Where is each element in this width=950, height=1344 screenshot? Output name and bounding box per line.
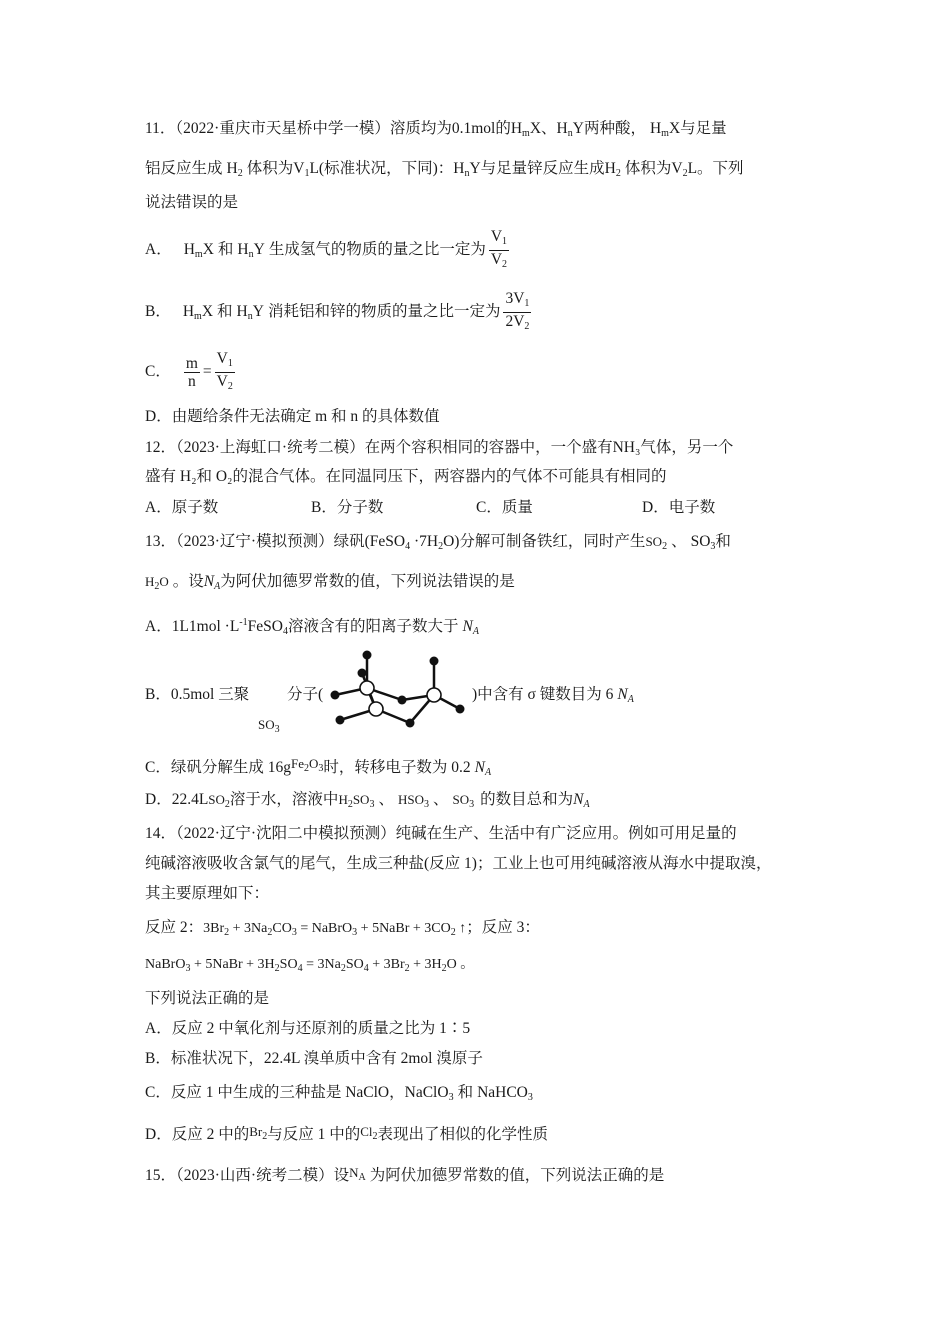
symbol-na: $N_A$ [474, 759, 492, 778]
symbol-na: $N_A$ [462, 618, 479, 637]
formula-hmx-2: $H_mX$ [649, 120, 681, 139]
q12-line1: 12．（2023·上海虹口·统考二模）在两个容积相同的容器中，一个盛有NH₃气体，另一个 [145, 439, 734, 456]
q11-text: 体积为 [624, 160, 672, 177]
q14-line3: 其主要原理如下： [145, 885, 270, 902]
formula-v2l: $V_2L$ [671, 160, 698, 179]
symbol-na: $N_A$ [203, 573, 221, 592]
option-text: 溶液含有的阳离子数大于 [287, 618, 459, 635]
equals-sign: = [202, 363, 212, 381]
formula-fe2o3: Fe2O3 [290, 756, 324, 774]
symbol-na: $N_A$ [617, 686, 634, 705]
option-text: D．22.4L [145, 791, 209, 808]
superscript: -1 [239, 617, 248, 628]
formula-hny: $H_nY$ [556, 120, 584, 139]
q13-text: 。设 [172, 573, 204, 590]
q13-line2 [145, 571, 515, 598]
option-text: 消耗铝和锌的物质的量之比一定为 [267, 303, 501, 321]
separator: 、 [378, 791, 394, 808]
formula-v1l: $V_1L$ [293, 160, 319, 179]
option-label: B． [145, 303, 171, 321]
formula-hmx-3: $H_mX$ [183, 241, 214, 261]
symbol-na: $N_A$ [573, 791, 590, 810]
q15-line1 [145, 1162, 664, 1189]
q11-text: (标准状况，下同)： [318, 160, 454, 177]
q11-option-c [145, 350, 238, 395]
formula-h2o: $H_2O$ [145, 574, 169, 592]
formula-hmx: $H_mX$ [510, 120, 542, 139]
formula-h2so3: $H_2SO_3$ [338, 792, 375, 810]
q12-option-d: D．电子数 [642, 499, 716, 516]
q11-line1 [145, 118, 727, 145]
formula-cl2: $Cl_2$ [360, 1124, 378, 1142]
separator: 、 [541, 120, 557, 137]
q13-text: 为阿伏加德罗常数的值，下列说法错误的是 [220, 573, 515, 590]
equation-reaction-2: $3Br_2 + 3Na_2CO_3$ = NaBrO$_3$ + 5NaBr + $3CO_2$ ↑ [203, 921, 467, 938]
q11-text: 铝反应生成 [145, 160, 223, 177]
option-text: D．反应 2 中的 [145, 1126, 250, 1143]
formula-nahco3: NaHCO$_3$ [477, 1084, 533, 1103]
q14-reaction-2 [145, 917, 540, 944]
q13-option-a [145, 612, 479, 643]
q14-reaction-3 [145, 954, 474, 980]
q11-option-d: D．由题给条件无法确定 m 和 n 的具体数值 [145, 408, 440, 425]
q12-option-c: C．质量 [476, 499, 533, 516]
option-text: C．绿矾分解生成 16g [145, 759, 291, 776]
q13-option-b-label: B．0.5mol 三聚 [145, 686, 250, 703]
q12-option-a: A．原子数 [145, 499, 219, 516]
q13-option-b-mid: 分子( [287, 686, 324, 703]
q14-option-c [145, 1082, 533, 1109]
q14-line1: 14．（2022·辽宁·沈阳二中模拟预测）纯碱在生产、生活中有广泛应用。例如可用足量的 [145, 825, 737, 842]
option-text: )中含有 σ 键数目为 6 [472, 686, 614, 703]
q14-line6: 下列说法正确的是 [145, 990, 270, 1007]
q15-stem-text: 15．（2023·山西·统考二模）设 [145, 1167, 350, 1184]
q14-option-b: B．标准状况下，22.4L 溴单质中含有 2mol 溴原子 [145, 1050, 483, 1067]
separator: 、 [671, 533, 687, 550]
so3-trimer-structure-figure [320, 645, 470, 735]
q14-option-d [145, 1121, 548, 1148]
formula-naclo3: NaClO$_3$ [404, 1084, 454, 1103]
formula-so2-d: $SO_2$ [208, 792, 230, 810]
separator: 、 [432, 791, 449, 808]
q13-text: )分解可制备铁红，同时产生 [454, 533, 646, 550]
q11-option-b [145, 290, 534, 337]
option-text: 和 [217, 303, 233, 321]
q13-stem-text: 13．（2023·辽宁·模拟预测）绿矾( [145, 533, 370, 550]
q11-stem-text: 11．（2022·重庆市天星桥中学一模）溶质均为0.1mol的 [145, 120, 511, 137]
q12-line2: 盛有 H₂和 O₂的混合气体。在同温同压下，两容器内的气体不可能具有相同的 [145, 468, 667, 485]
q12-option-b: B．分子数 [311, 499, 384, 516]
option-text: 溶于水，溶液中 [229, 791, 339, 808]
formula-hmx-4: $H_mX$ [182, 303, 214, 323]
formula-hny-3: $H_nY$ [237, 241, 265, 261]
option-text: 生成氢气的物质的量之比一定为 [268, 241, 486, 259]
symbol-na-upright: $N_A$ [349, 1165, 366, 1183]
option-text: 和 [457, 1084, 474, 1101]
formula-hso3-ion: $HSO_3$ [397, 792, 429, 810]
formula-hny-4: $H_nY$ [236, 303, 264, 323]
q13-line1 [145, 531, 731, 558]
option-text: 的数目总和为 [480, 791, 574, 808]
formula-br2: $Br_2$ [249, 1124, 268, 1142]
bonds [335, 655, 460, 723]
formula-feso4-7h2o: FeSO$_4$ $\cdot 7H_2O$ [369, 533, 455, 552]
q11-text: 两种酸， [583, 120, 646, 137]
option-label: A． [145, 241, 172, 259]
option-text: 时，转移电子数为 0.2 [323, 759, 471, 776]
formula-so3-trimer: $SO_3$ [258, 717, 280, 735]
equation-reaction-3: NaBrO$_3$ + 5NaBr + $3H_2SO_4 = 3Na_2SO_4 + 3Br_2 + 3H_2O$ 。 [145, 957, 475, 974]
reaction-label: 反应 2： [145, 919, 204, 936]
fraction-v1-v2-c: $\frac{V_1}{V_2}$ [216, 350, 233, 392]
formula-h2-2: $H_2$ [604, 160, 621, 179]
formula-feso4: FeSO$_4$ [247, 618, 288, 637]
q11-text: 与足量 [680, 120, 727, 137]
q11-text: 体积为 [246, 160, 294, 177]
q15-text: 为阿伏加德罗常数的值，下列说法正确的是 [369, 1167, 665, 1184]
option-text: 和 [217, 241, 234, 259]
fraction-3v1-2v2: $\frac{3V_1}{2V_2}$ [505, 290, 530, 332]
q11-option-a [145, 228, 512, 275]
option-label: A． [145, 618, 172, 635]
q11-text: 。下列 [697, 160, 744, 177]
q13-option-c [145, 753, 491, 784]
q13-option-b-text [472, 684, 634, 711]
formula-so3: $SO_3$ [690, 533, 716, 552]
concentration: 1L1mol ·L [171, 618, 240, 635]
option-text: 与反应 1 中的 [267, 1126, 361, 1143]
formula-so2: $SO_2$ [645, 534, 668, 552]
formula-hny-2: $H_nY$ [453, 160, 481, 179]
q11-line2 [145, 158, 744, 185]
q13-text: 和 [715, 533, 731, 550]
fraction-v1-v2: $\frac{V_1}{V_2}$ [490, 228, 508, 270]
reaction-text: ；反应 3： [466, 919, 540, 936]
option-text: 表现出了相似的化学性质 [377, 1126, 549, 1143]
fraction-m-n: $\frac{m}{n}$ [185, 355, 198, 390]
formula-h2: $H_2$ [226, 160, 243, 179]
option-label: C． [145, 363, 171, 381]
q13-option-d [145, 789, 590, 816]
q11-line3: 说法错误的是 [145, 194, 239, 211]
formula-so3-ion: $SO_3$ [452, 792, 475, 810]
option-text: C．反应 1 中生成的三种盐是 NaClO， [145, 1084, 405, 1101]
q14-option-a: A．反应 2 中氧化剂与还原剂的质量之比为 1∶5 [145, 1020, 471, 1037]
q14-line2: 纯碱溶液吸收含氯气的尾气，生成三种盐(反应 1)；工业上也可用纯碱溶液从海水中提取溴， [145, 855, 772, 872]
q11-text: 与足量锌反应生成 [480, 160, 605, 177]
